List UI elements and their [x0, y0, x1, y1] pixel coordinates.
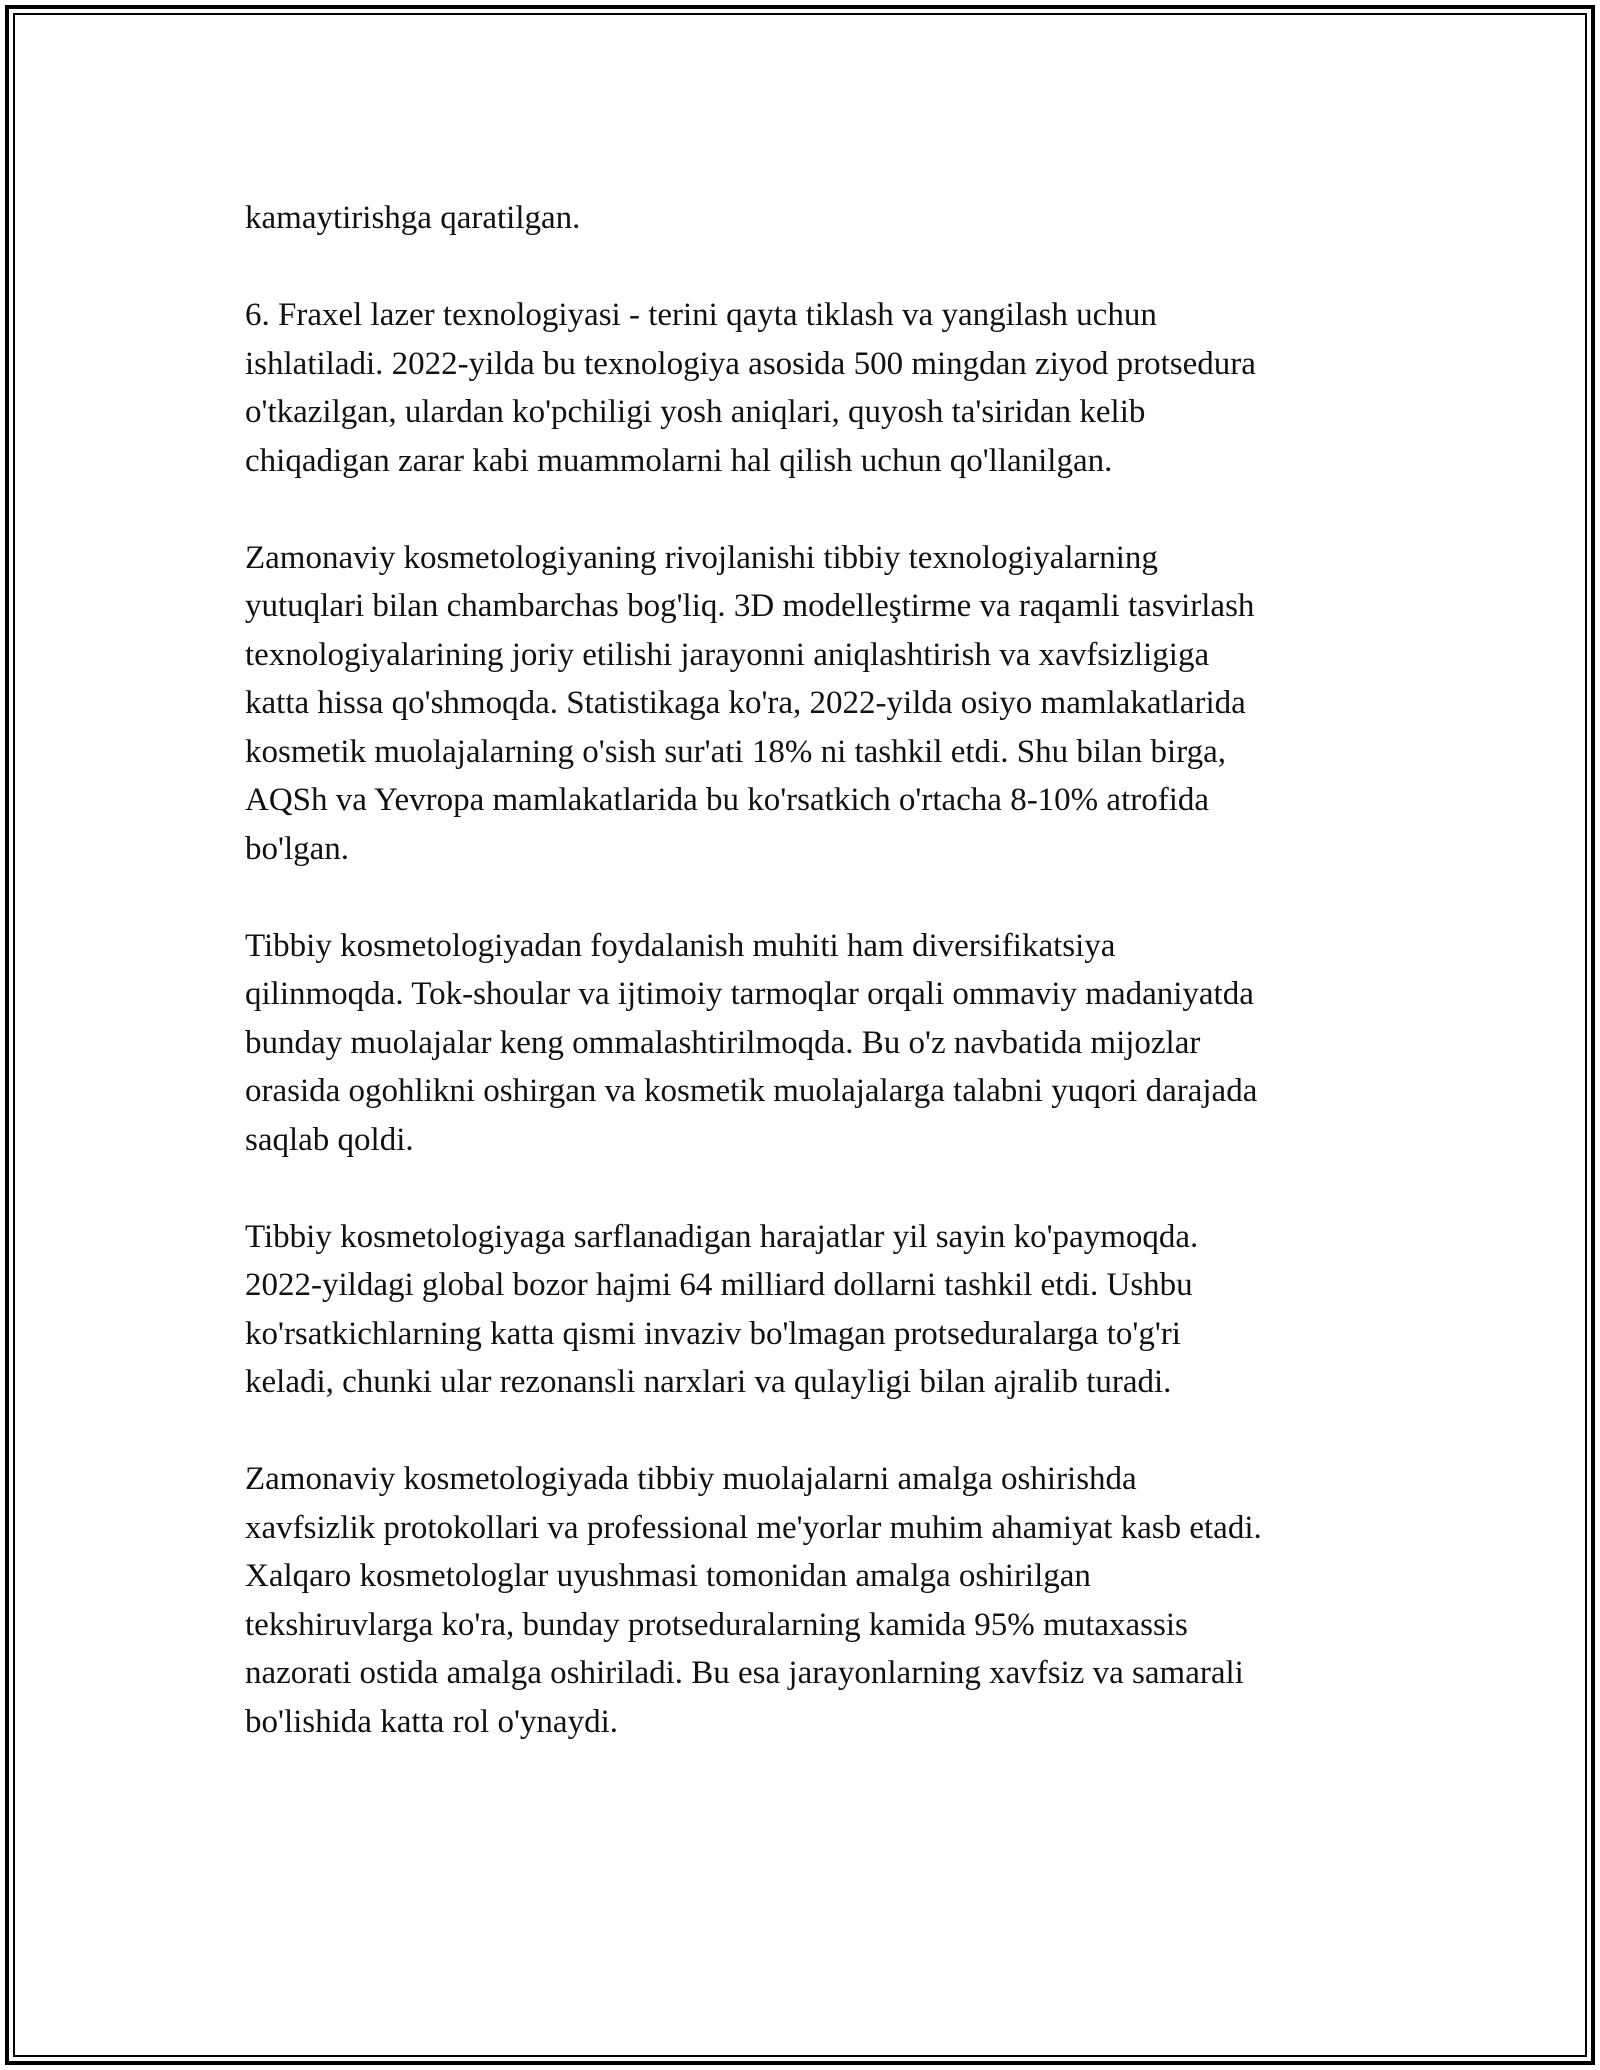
paragraph-modern-cosmetology-development: Zamonaviy kosmetologiyaning rivojlanishi tibbiy texnologiyalarning yutuqlari bilan chambarchas bog'liq. 3D modelleştirme va raqamli tasvirlash texnologiyalarining joriy etilishi jarayonni aniqlashtirish va xavfsizligiga katta hissa qo'shmoqda. Statistikaga ko'ra, 2022-yilda osiyo mamlakatlarida kosmetik muolajalarning o'sish sur'ati 18% ni tashkil etdi. Shu bilan birga, AQSh va Yevropa mamlakatlarida bu ko'rsatkich o'rtacha 8-10% atrofida bo'lgan.: [245, 539, 1255, 867]
paragraph-safety-protocols: Zamonaviy kosmetologiyada tibbiy muolajalarni amalga oshirishda xavfsizlik protokollari va professional me'yorlar muhim ahamiyat kasb etadi. Xalqaro kosmetologlar uyushmasi tomonidan amalga oshirilgan tekshiruvlarga ko'ra, bunday protseduralarning kamida 95% mutaxassis nazorati ostida amalga oshiriladi. Bu esa jarayonlarning xavfsiz va samarali bo'lishida katta rol o'ynaydi.: [245, 1461, 1262, 1740]
page-frame: [5, 5, 1595, 2065]
paragraph-expenses-market: Tibbiy kosmetologiyaga sarflanadigan harajatlar yil sayin ko'paymoqda. 2022-yildagi global bozor hajmi 64 milliard dollarni tashkil etdi. Ushbu ko'rsatkichlarning katta qismi invaziv bo'lmagan protseduralarga to'g'ri keladi, chunki ular rezonansli narxlari va qulayligi bilan ajralib turadi.: [245, 1218, 1199, 1400]
paragraph-continuation: kamaytirishga qaratilgan.: [245, 200, 581, 236]
paragraph-usage-diversification: Tibbiy kosmetologiyadan foydalanish muhiti ham diversifikatsiya qilinmoqda. Tok-shoular va ijtimoiy tarmoqlar orqali ommaviy madaniyatda bunday muolajalar keng ommalashtirilmoqda. Bu o'z navbatida mijozlar orasida ogohlikni oshirgan va kosmetik muolajalarga talabni yuqori darajada saqlab qoldi.: [245, 927, 1258, 1158]
document-body: [245, 194, 1395, 1795]
paragraph-fraxel-laser: 6. Fraxel lazer texnologiyasi - terini qayta tiklash va yangilash uchun ishlatiladi. 2022-yilda bu texnologiya asosida 500 mingdan ziyod protsedura o'tkazilgan, ulardan ko'pchiligi yosh aniqlari, quyosh ta'siridan kelib chiqadigan zarar kabi muammolarni hal qilish uchun qo'llanilgan.: [245, 297, 1256, 479]
